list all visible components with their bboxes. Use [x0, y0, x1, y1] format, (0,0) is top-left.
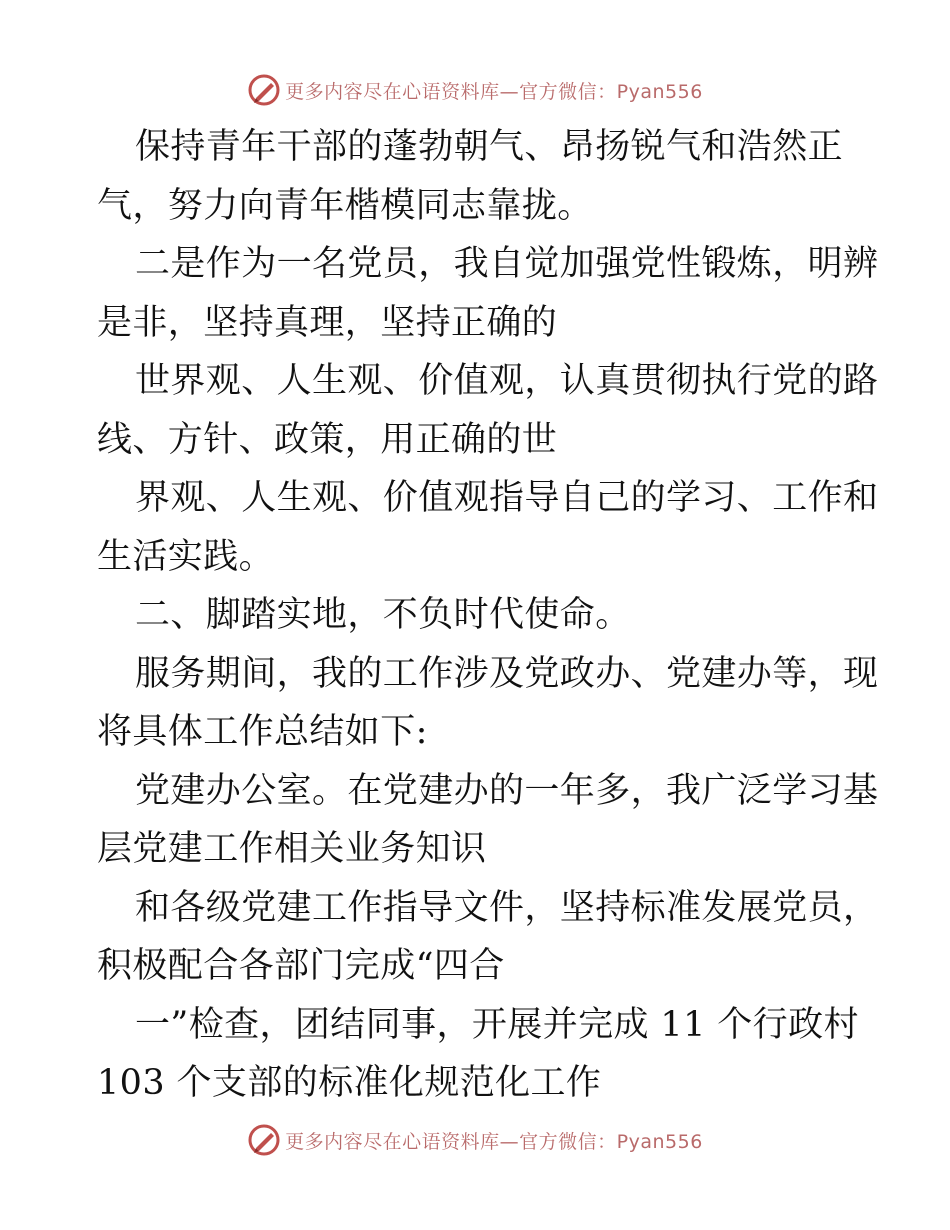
watermark-text: 更多内容尽在心语资料库—官方微信：Pyan556	[285, 80, 703, 103]
pen-logo-icon	[247, 1123, 281, 1157]
text-line: 将具体工作总结如下:	[97, 712, 428, 752]
footer-watermark-banner	[0, 1118, 950, 1162]
header-watermark-banner	[0, 68, 950, 112]
text-line: 积极配合各部门完成“四合	[97, 946, 505, 986]
text-line: 保持青年干部的蓬勃朝气、昂扬锐气和浩然正	[135, 127, 844, 167]
text-line: 服务期间，我的工作涉及党政办、党建办等，现	[135, 653, 879, 694]
pen-logo-icon	[247, 73, 281, 107]
text-line: 气，努力向青年楷模同志靠拢。	[97, 185, 593, 226]
text-line: 是非，坚持真理，坚持正确的	[97, 302, 558, 343]
text-line: 层党建工作相关业务知识	[97, 829, 487, 869]
text-line: 党建办公室。在党建办的一年多，我广泛学习基	[135, 770, 879, 811]
section-heading: 二、脚踏实地，不负时代使命。	[135, 595, 631, 635]
text-line: 一”检查，团结同事，开展并完成 11 个行政村	[135, 1004, 859, 1045]
text-line: 103 个支部的标准化规范化工作	[97, 1063, 602, 1103]
text-line: 生活实践。	[97, 536, 275, 577]
text-line: 和各级党建工作指导文件，坚持标准发展党员，	[135, 887, 879, 928]
document-body	[97, 118, 879, 1113]
text-line: 二是作为一名党员，我自觉加强党性锻炼，明辨	[135, 244, 879, 284]
watermark-text: 更多内容尽在心语资料库—官方微信：Pyan556	[285, 1130, 703, 1153]
text-line: 界观、人生观、价值观指导自己的学习、工作和	[135, 478, 879, 518]
text-line: 线、方针、政策，用正确的世	[97, 419, 558, 460]
text-line: 世界观、人生观、价值观，认真贯彻执行党的路	[135, 361, 879, 401]
